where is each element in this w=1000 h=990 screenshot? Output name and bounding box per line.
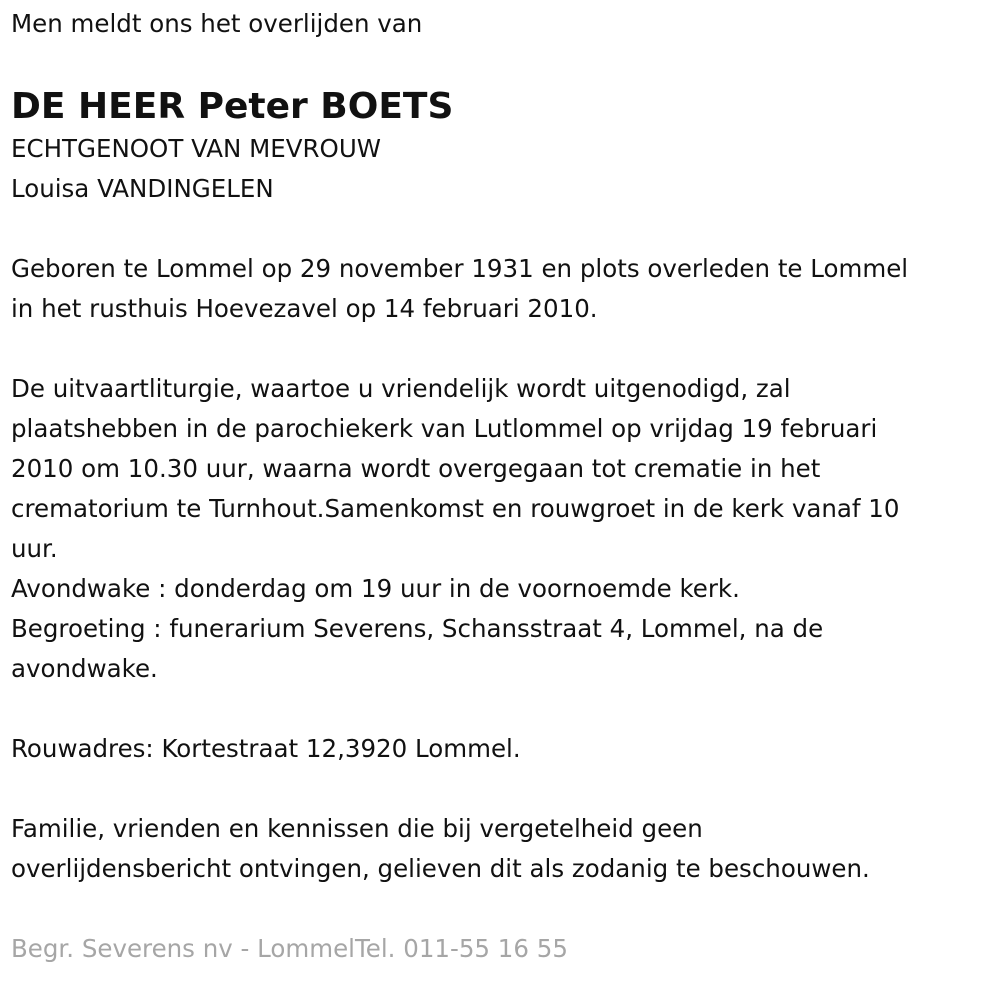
deceased-name: DE HEER Peter BOETS bbox=[11, 86, 454, 127]
funeral-director-footer: Begr. Severens nv - LommelTel. 011-55 16 55 bbox=[11, 934, 568, 963]
greeting-line-1: Begroeting : funerarium Severens, Schansstraat 4, Lommel, na de bbox=[11, 614, 824, 643]
funeral-line-3: 2010 om 10.30 uur, waarna wordt overgegaan tot crematie in het bbox=[11, 454, 821, 483]
funeral-line-2: plaatshebben in de parochiekerk van Lutlommel op vrijdag 19 februari bbox=[11, 414, 878, 443]
funeral-line-1: De uitvaartliturgie, waartoe u vriendelijk wordt uitgenodigd, zal bbox=[11, 374, 791, 403]
spouse-line-1: ECHTGENOOT VAN MEVROUW bbox=[11, 134, 382, 163]
mourning-address: Rouwadres: Kortestraat 12,3920 Lommel. bbox=[11, 734, 521, 763]
spacer bbox=[11, 209, 991, 249]
spouse-line-2: Louisa VANDINGELEN bbox=[11, 174, 274, 203]
birth-death-line-1: Geboren te Lommel op 29 november 1931 en plots overleden te Lommel bbox=[11, 254, 909, 283]
spacer bbox=[11, 689, 991, 729]
obituary-notice bbox=[11, 0, 991, 969]
funeral-line-4: crematorium te Turnhout.Samenkomst en rouwgroet in de kerk vanaf 10 bbox=[11, 494, 900, 523]
birth-death-line-2: in het rusthuis Hoevezavel op 14 februari 2010. bbox=[11, 294, 598, 323]
greeting-line-2: avondwake. bbox=[11, 654, 158, 683]
funeral-line-5: uur. bbox=[11, 534, 58, 563]
notice-line-1: Familie, vrienden en kennissen die bij vergetelheid geen bbox=[11, 814, 703, 843]
intro-text: Men meldt ons het overlijden van bbox=[11, 9, 423, 38]
spacer bbox=[11, 769, 991, 809]
spacer bbox=[11, 329, 991, 369]
notice-line-2: overlijdensbericht ontvingen, gelieven dit als zodanig te beschouwen. bbox=[11, 854, 870, 883]
vigil-line: Avondwake : donderdag om 19 uur in de voornoemde kerk. bbox=[11, 574, 740, 603]
